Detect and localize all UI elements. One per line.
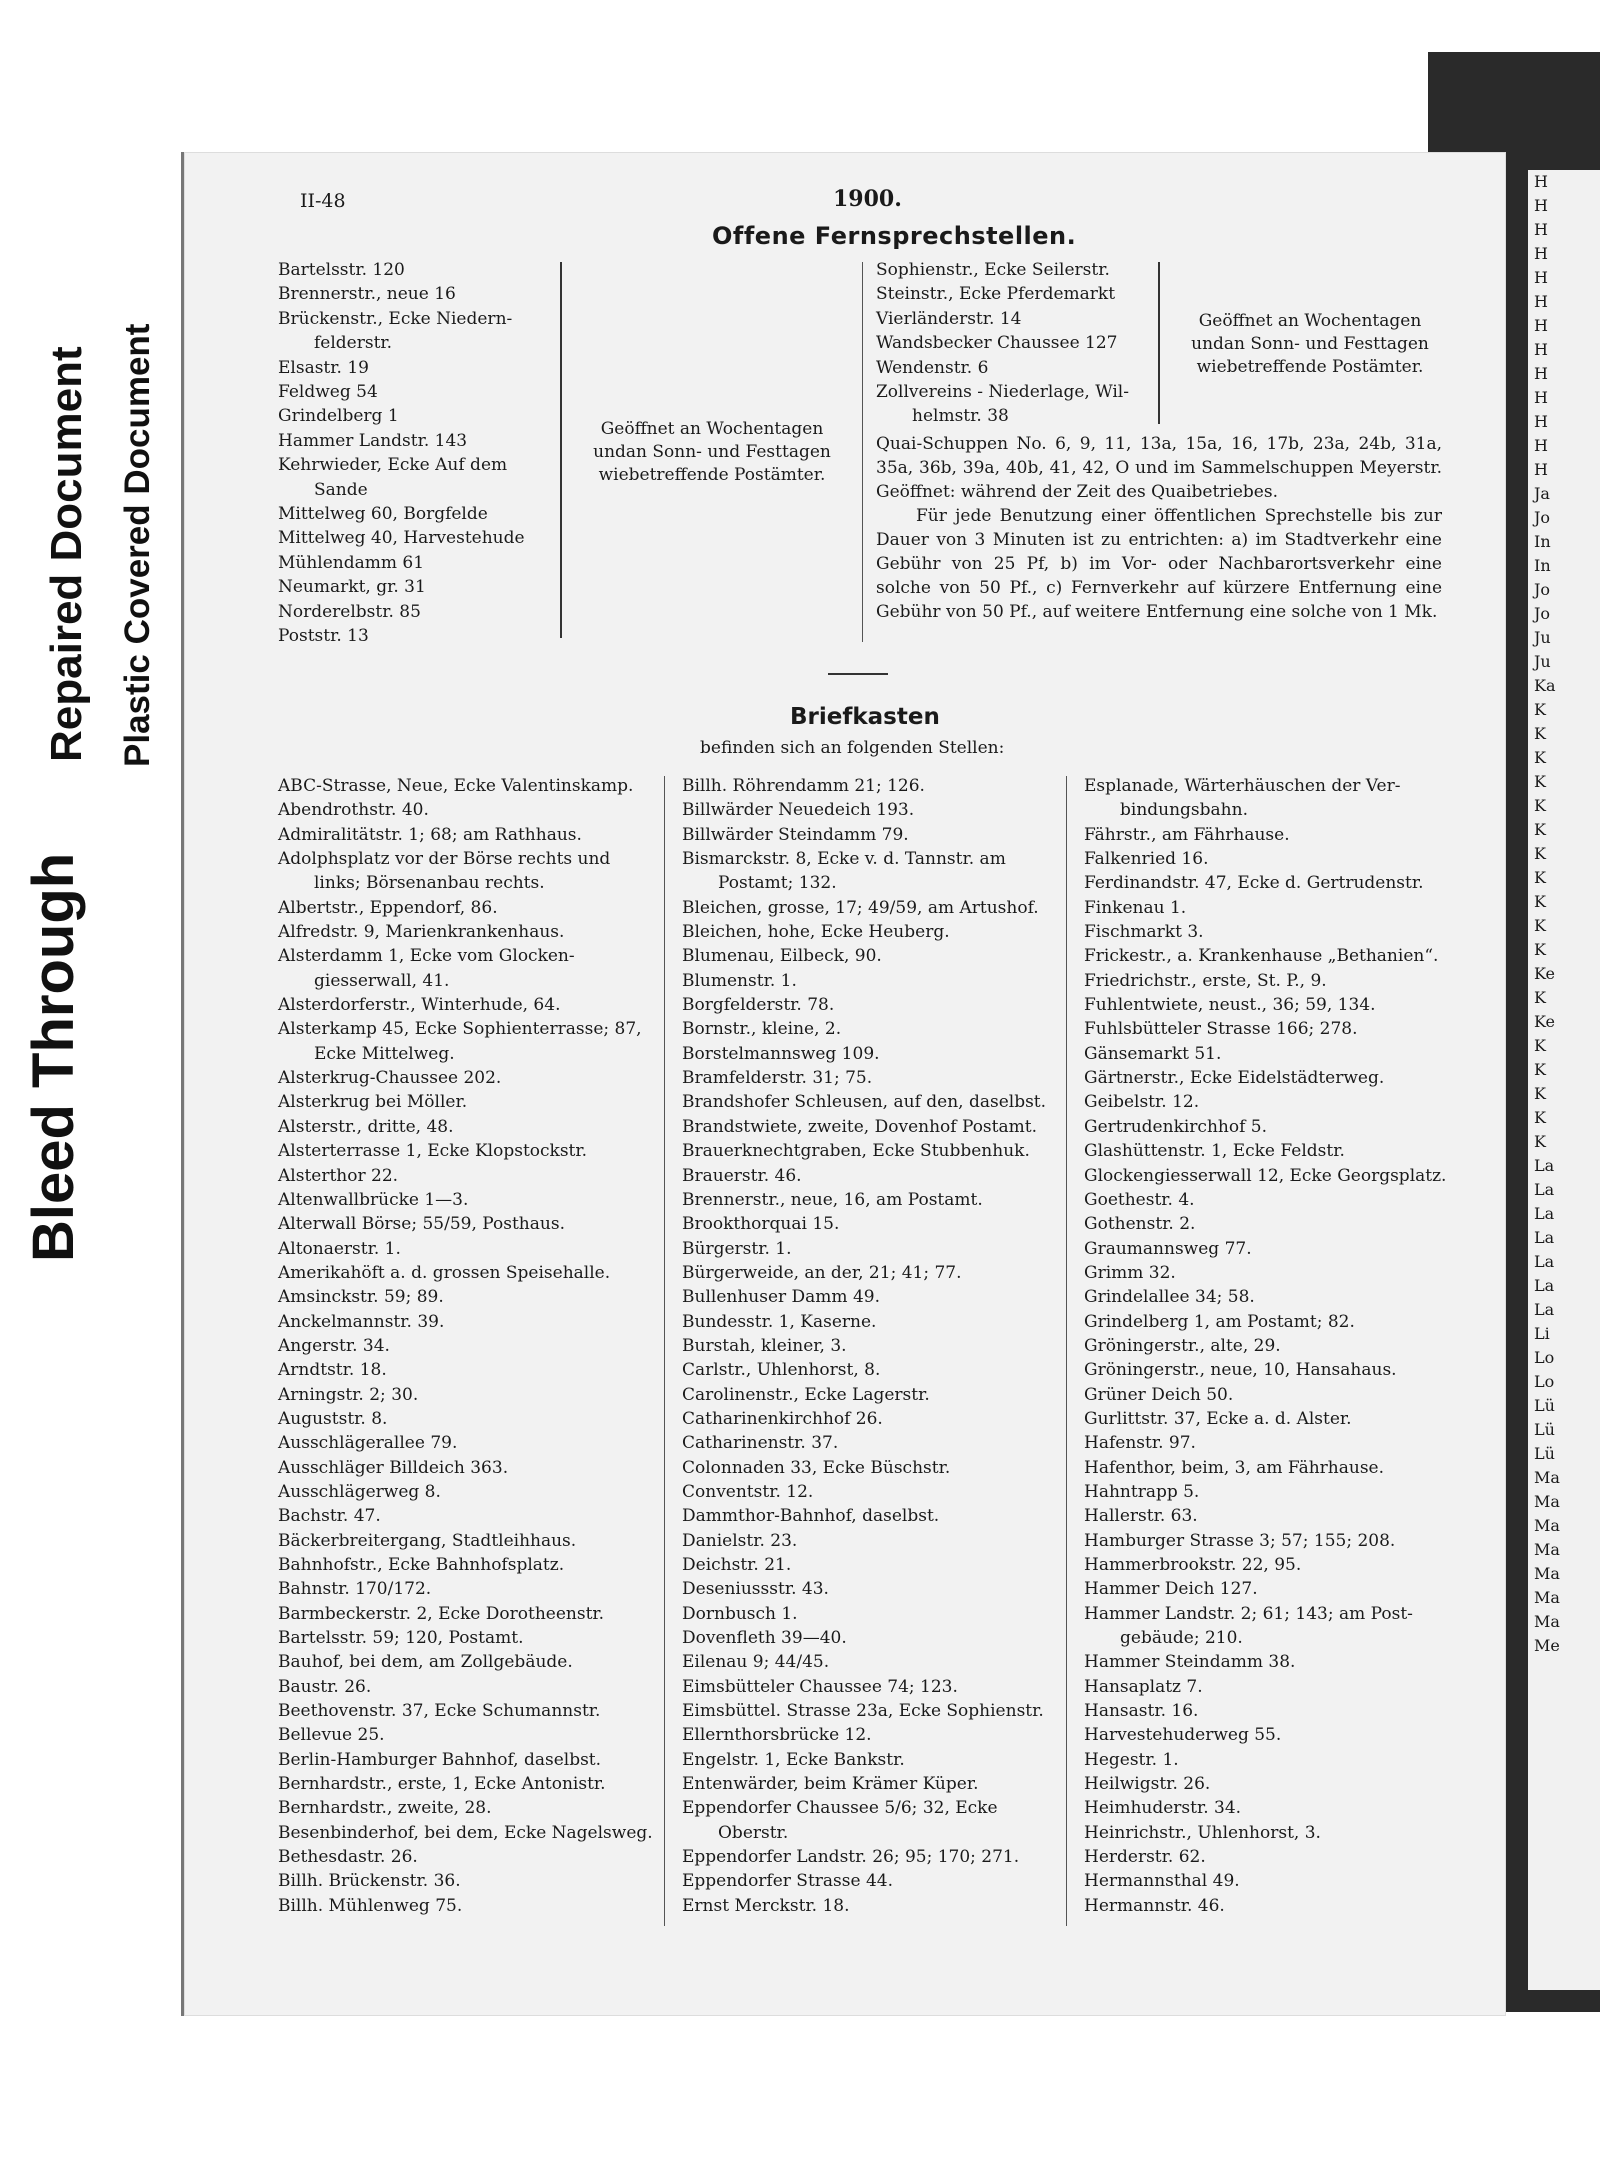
adjacent-page-fragment <box>1528 170 1600 1990</box>
briefkasten-entry: Bornstr., kleine, 2. <box>682 1019 842 1040</box>
fragment-line: K <box>1534 916 1546 935</box>
briefkasten-entry: Postamt; 132. <box>718 873 837 894</box>
briefkasten-entry: Eimsbüttel. Strasse 23a, Ecke Sophienstr. <box>682 1701 1044 1722</box>
briefkasten-entry: Adolphsplatz vor der Börse rechts und <box>278 849 611 870</box>
fernsprech-entry: Wendenstr. 6 <box>876 357 989 378</box>
fragment-line: Ka <box>1534 676 1556 695</box>
briefkasten-entry: Bartelsstr. 59; 120, Postamt. <box>278 1628 524 1649</box>
briefkasten-entry: Colonnaden 33, Ecke Büschstr. <box>682 1457 951 1478</box>
briefkasten-entry: Danielstr. 23. <box>682 1530 798 1551</box>
briefkasten-entry: Deseniussstr. 43. <box>682 1579 829 1600</box>
fernsprech-entry: helmstr. 38 <box>912 406 1009 427</box>
fragment-line: Ma <box>1534 1540 1560 1559</box>
briefkasten-entry: Ausschlägerallee 79. <box>278 1433 458 1454</box>
briefkasten-entry: Eppendorfer Strasse 44. <box>682 1871 893 1892</box>
briefkasten-title: Briefkasten <box>790 704 940 730</box>
page-number: II-48 <box>300 190 346 212</box>
briefkasten-entry: Brauerstr. 46. <box>682 1165 802 1186</box>
fragment-line: K <box>1534 724 1546 743</box>
fragment-line: Ke <box>1534 964 1555 983</box>
briefkasten-entry: Goethestr. 4. <box>1084 1189 1195 1210</box>
briefkasten-entry: Altonaerstr. 1. <box>278 1238 401 1259</box>
briefkasten-entry: Eppendorfer Chaussee 5/6; 32, Ecke <box>682 1798 998 1819</box>
briefkasten-entry: Fuhlentwiete, neust., 36; 59, 134. <box>1084 995 1376 1016</box>
fernsprech-entry: Hammer Landstr. 143 <box>278 430 468 451</box>
briefkasten-entry: Bleichen, hohe, Ecke Heuberg. <box>682 922 950 943</box>
briefkasten-entry: Ferdinandstr. 47, Ecke d. Gertrudenstr. <box>1084 873 1424 894</box>
fragment-line: Ma <box>1534 1564 1560 1583</box>
briefkasten-entry: Hermannstr. 46. <box>1084 1895 1225 1916</box>
briefkasten-entry: Heinrichstr., Uhlenhorst, 3. <box>1084 1822 1321 1843</box>
briefkasten-entry: Friedrichstr., erste, St. P., 9. <box>1084 970 1327 991</box>
briefkasten-entry: Burstah, kleiner, 3. <box>682 1335 847 1356</box>
briefkasten-entry: Gröningerstr., neue, 10, Hansahaus. <box>1084 1360 1397 1381</box>
fragment-line: K <box>1534 940 1546 959</box>
fernsprech-entry: Sophienstr., Ecke Seilerstr. <box>876 260 1110 280</box>
briefkasten-entry: Falkenried 16. <box>1084 849 1209 870</box>
briefkasten-entry: ABC-Strasse, Neue, Ecke Valentinskamp. <box>278 776 634 796</box>
year-heading: 1900. <box>833 186 902 212</box>
briefkasten-entry: Carlstr., Uhlenhorst, 8. <box>682 1360 881 1381</box>
briefkasten-entry: Geibelstr. 12. <box>1084 1092 1200 1113</box>
briefkasten-entry: Herderstr. 62. <box>1084 1847 1206 1868</box>
briefkasten-entry: Engelstr. 1, Ecke Bankstr. <box>682 1749 905 1770</box>
briefkasten-entry: Hermannsthal 49. <box>1084 1871 1240 1892</box>
note-line: an Sonn- und Festtagen wie <box>598 442 831 485</box>
briefkasten-entry: Alsterkamp 45, Ecke Sophienterrasse; 87, <box>278 1019 642 1040</box>
fragment-line: K <box>1534 844 1546 863</box>
fragment-line: K <box>1534 1132 1546 1151</box>
fernsprech-left-list <box>278 258 558 649</box>
briefkasten-entry: Grindelberg 1, am Postamt; 82. <box>1084 1311 1355 1332</box>
briefkasten-entry: Heilwigstr. 26. <box>1084 1774 1211 1795</box>
briefkasten-entry: Catharinenstr. 37. <box>682 1433 839 1454</box>
briefkasten-entry: Carolinenstr., Ecke Lagerstr. <box>682 1384 930 1405</box>
fragment-line: H <box>1534 292 1548 311</box>
briefkasten-entry: Baustr. 26. <box>278 1676 372 1697</box>
briefkasten-entry: Bullenhuser Damm 49. <box>682 1287 880 1308</box>
fragment-line: H <box>1534 340 1548 359</box>
fernsprech-entry: Vierländerstr. 14 <box>876 308 1022 329</box>
briefkasten-entry: Amerikahöft a. d. grossen Speisehalle. <box>278 1262 611 1283</box>
briefkasten-entry: gebäude; 210. <box>1120 1628 1243 1649</box>
brace-left <box>560 262 562 638</box>
fernsprech-entry: Mittelweg 60, Borgfelde <box>278 504 488 525</box>
briefkasten-entry: Catharinenkirchhof 26. <box>682 1408 883 1429</box>
briefkasten-entry: Fährstr., am Fährhause. <box>1084 824 1290 845</box>
briefkasten-entry: Alsterkrug-Chaussee 202. <box>278 1068 502 1089</box>
briefkasten-entry: Hammer Landstr. 2; 61; 143; am Post- <box>1084 1603 1413 1624</box>
briefkasten-entry: Gänsemarkt 51. <box>1084 1043 1222 1064</box>
briefkasten-entry: Billwärder Steindamm 79. <box>682 824 909 845</box>
briefkasten-entry: Ausschlägerweg 8. <box>278 1481 441 1502</box>
fragment-line: Ke <box>1534 1012 1555 1031</box>
briefkasten-entry: Fischmarkt 3. <box>1084 922 1204 943</box>
fragment-line: K <box>1534 1036 1546 1055</box>
fragment-line: K <box>1534 820 1546 839</box>
briefkasten-entry: Hahntrapp 5. <box>1084 1481 1200 1502</box>
fragment-line: Lo <box>1534 1348 1555 1367</box>
fragment-line: H <box>1534 460 1548 479</box>
briefkasten-entry: Bethesdastr. 26. <box>278 1847 418 1868</box>
fragment-line: Jo <box>1534 604 1551 623</box>
briefkasten-entry: Glockengiesserwall 12, Ecke Georgsplatz. <box>1084 1165 1447 1186</box>
fragment-line: La <box>1534 1276 1555 1295</box>
briefkasten-entry: Beethovenstr. 37, Ecke Schumannstr. <box>278 1701 601 1722</box>
fernsprech-entry: Kehrwieder, Ecke Auf dem <box>278 455 508 476</box>
fragment-line: Jo <box>1534 580 1551 599</box>
briefkasten-entry: Bäckerbreitergang, Stadtleihhaus. <box>278 1530 577 1551</box>
briefkasten-entry: Bismarckstr. 8, Ecke v. d. Tannstr. am <box>682 849 1006 870</box>
fragment-line: Ma <box>1534 1468 1560 1487</box>
briefkasten-entry: Hafenthor, beim, 3, am Fährhause. <box>1084 1457 1385 1478</box>
briefkasten-entry: Alsterterrasse 1, Ecke Klopstockstr. <box>278 1141 588 1162</box>
fernsprech-entry: Wandsbecker Chaussee 127 <box>876 333 1118 354</box>
briefkasten-entry: Bürgerstr. 1. <box>682 1238 792 1259</box>
briefkasten-entry: Admiralitätstr. 1; 68; am Rathhaus. <box>278 824 582 845</box>
briefkasten-entry: bindungsbahn. <box>1120 800 1248 821</box>
note-line: Geöffnet an Wochentagen und <box>593 419 824 462</box>
fragment-line: K <box>1534 796 1546 815</box>
fragment-line: Ma <box>1534 1516 1560 1535</box>
fragment-line: Lo <box>1534 1372 1555 1391</box>
briefkasten-entry: Finkenau 1. <box>1084 897 1187 918</box>
briefkasten-entry: Glashüttenstr. 1, Ecke Feldstr. <box>1084 1141 1345 1162</box>
briefkasten-entry: Dammthor-Bahnhof, daselbst. <box>682 1506 940 1527</box>
fragment-line: La <box>1534 1204 1555 1223</box>
briefkasten-entry: Ellernthorsbrücke 12. <box>682 1725 872 1746</box>
fragment-line: La <box>1534 1300 1555 1319</box>
briefkasten-entry: Alterwall Börse; 55/59, Posthaus. <box>278 1214 565 1235</box>
fernsprech-entry: Grindelberg 1 <box>278 406 399 427</box>
briefkasten-entry: Ausschläger Billdeich 363. <box>278 1457 509 1478</box>
briefkasten-entry: Ecke Mittelweg. <box>314 1043 455 1064</box>
note-line: betreffende Postämter. <box>628 465 826 485</box>
fragment-line: K <box>1534 1060 1546 1079</box>
fragment-line: La <box>1534 1252 1555 1271</box>
briefkasten-entry: Gothenstr. 2. <box>1084 1214 1196 1235</box>
briefkasten-entry: Bauhof, bei dem, am Zollgebäude. <box>278 1652 573 1673</box>
fragment-line: In <box>1534 556 1551 575</box>
briefkasten-entry: Bleichen, grosse, 17; 49/59, am Artushof. <box>682 897 1039 918</box>
fragment-line: In <box>1534 532 1551 551</box>
briefkasten-entry: Bellevue 25. <box>278 1725 385 1746</box>
briefkasten-entry: Bürgerweide, an der, 21; 41; 77. <box>682 1262 962 1283</box>
label-bleed-through: Bleed Through <box>21 852 86 1262</box>
briefkasten-entry: Hamburger Strasse 3; 57; 155; 208. <box>1084 1530 1396 1551</box>
briefkasten-entry: Deichstr. 21. <box>682 1555 792 1575</box>
briefkasten-entry: Bachstr. 47. <box>278 1506 381 1527</box>
label-plastic-covered-document: Plastic Covered Document <box>118 323 157 767</box>
briefkasten-entry: Bramfelderstr. 31; 75. <box>682 1068 873 1089</box>
briefkasten-entry: links; Börsenanbau rechts. <box>314 873 545 894</box>
briefkasten-entry: Gröningerstr., alte, 29. <box>1084 1335 1281 1356</box>
briefkasten-entry: Heimhuderstr. 34. <box>1084 1798 1242 1819</box>
fernsprech-entry: Neumarkt, gr. 31 <box>278 577 426 598</box>
fragment-line: K <box>1534 748 1546 767</box>
fragment-line: H <box>1534 196 1548 215</box>
briefkasten-entry: Auguststr. 8. <box>278 1408 388 1429</box>
fragment-line: K <box>1534 772 1546 791</box>
briefkasten-entry: Gurlittstr. 37, Ecke a. d. Alster. <box>1084 1408 1352 1429</box>
briefkasten-entry: giesserwall, 41. <box>314 970 450 991</box>
briefkasten-entry: Blumenau, Eilbeck, 90. <box>682 946 882 967</box>
briefkasten-entry: Angerstr. 34. <box>278 1335 390 1356</box>
fernsprech-entry: Sande <box>314 479 368 500</box>
briefkasten-entry: Eimsbütteler Chaussee 74; 123. <box>682 1676 958 1697</box>
fragment-line: H <box>1534 316 1548 335</box>
briefkasten-entry: Anckelmannstr. 39. <box>278 1311 445 1332</box>
briefkasten-entry: Bahnhofstr., Ecke Bahnhofsplatz. <box>278 1555 565 1575</box>
briefkasten-entry: Grüner Deich 50. <box>1084 1384 1234 1405</box>
briefkasten-entry: Gärtnerstr., Ecke Eidelstädterweg. <box>1084 1068 1385 1089</box>
briefkasten-entry: Ernst Merckstr. 18. <box>682 1895 850 1916</box>
briefkasten-entry: Brennerstr., neue, 16, am Postamt. <box>682 1189 983 1210</box>
briefkasten-entry: Alsterdamm 1, Ecke vom Glocken- <box>278 946 575 967</box>
briefkasten-entry: Billh. Röhrendamm 21; 126. <box>682 776 925 796</box>
quai-schuppen-text <box>876 432 1442 624</box>
fernsprech-entry: Brückenstr., Ecke Niedern- <box>278 308 513 329</box>
fragment-line: K <box>1534 868 1546 887</box>
briefkasten-entry: Entenwärder, beim Krämer Küper. <box>682 1774 979 1795</box>
fragment-line: Ju <box>1534 628 1551 647</box>
briefkasten-entry: Dovenfleth 39—40. <box>682 1628 847 1649</box>
briefkasten-entry: Berlin-Hamburger Bahnhof, daselbst. <box>278 1749 602 1770</box>
briefkasten-entry: Hammerbrookstr. 22, 95. <box>1084 1555 1302 1575</box>
briefkasten-entry: Fuhlsbütteler Strasse 166; 278. <box>1084 1019 1358 1040</box>
fragment-line: La <box>1534 1228 1555 1247</box>
fragment-line: H <box>1534 220 1548 239</box>
fragment-line: K <box>1534 700 1546 719</box>
briefkasten-entry: Besenbinderhof, bei dem, Ecke Nagelsweg. <box>278 1822 653 1843</box>
briefkasten-entry: Hammer Deich 127. <box>1084 1579 1258 1600</box>
fragment-line: Jo <box>1534 508 1551 527</box>
fernsprech-entry: Zollvereins - Niederlage, Wil- <box>876 382 1129 403</box>
fernsprech-left-note <box>572 418 852 487</box>
fragment-line: H <box>1534 268 1548 287</box>
section-title: Offene Fernsprechstellen. <box>712 222 1077 250</box>
fernsprech-entry: Brennerstr., neue 16 <box>278 284 456 305</box>
briefkasten-entry: Alsterdorferstr., Winterhude, 64. <box>278 995 561 1016</box>
briefkasten-entry: Albertstr., Eppendorf, 86. <box>278 897 498 918</box>
fragment-line: Me <box>1534 1636 1560 1655</box>
briefkasten-entry: Oberstr. <box>718 1822 789 1843</box>
briefkasten-entry: Hegestr. 1. <box>1084 1749 1179 1770</box>
briefkasten-entry: Brookthorquai 15. <box>682 1214 840 1235</box>
briefkasten-entry: Bernhardstr., zweite, 28. <box>278 1798 492 1819</box>
briefkasten-entry: Conventstr. 12. <box>682 1481 814 1502</box>
fernsprech-right-note <box>1170 310 1450 379</box>
briefkasten-entry: Frickestr., a. Krankenhause „Bethanien“. <box>1084 946 1439 967</box>
quai-paragraph: Quai-Schuppen No. 6, 9, 11, 13a, 15a, 16, 17b, 23a, 24b, 31a, 35a, 36b, 39a, 40b, 41, 42, O und im Sammelschuppen Meyerstr. Geöffnet: während der Zeit des Quaibetriebes. <box>876 434 1442 502</box>
fernsprech-entry: Poststr. 13 <box>278 626 369 647</box>
briefkasten-entry: Abendrothstr. 40. <box>278 800 429 821</box>
briefkasten-entry: Esplanade, Wärterhäuschen der Ver- <box>1084 776 1401 796</box>
fee-paragraph: Für jede Benutzung einer öffentlichen Sprechstelle bis zur Dauer von 3 Minuten ist zu entrichten: a) im Stadtverkehr eine Gebühr von 25 Pf, b) im Vor- oder Nachbarortsverkehr eine solche von 50 Pf., c) Fernverkehr auf kürzere Entfernung eine Gebühr von 50 Pf., auf weitere Entfernung eine solche von 1 Mk. <box>876 506 1442 622</box>
briefkasten-entry: Alsterstr., dritte, 48. <box>278 1116 454 1137</box>
briefkasten-entry: Brauerknechtgraben, Ecke Stubbenhuk. <box>682 1141 1030 1162</box>
column-divider <box>664 776 665 1926</box>
briefkasten-entry: Billh. Brückenstr. 36. <box>278 1871 461 1892</box>
briefkasten-entry: Hansastr. 16. <box>1084 1701 1199 1722</box>
briefkasten-entry: Alsterkrug bei Möller. <box>278 1092 468 1113</box>
fragment-line: K <box>1534 892 1546 911</box>
briefkasten-entry: Hansaplatz 7. <box>1084 1676 1203 1697</box>
briefkasten-entry: Alsterthor 22. <box>278 1165 399 1186</box>
briefkasten-entry: Harvestehuderweg 55. <box>1084 1725 1282 1746</box>
fernsprech-entry: Elsastr. 19 <box>278 357 369 378</box>
briefkasten-entry: Eppendorfer Landstr. 26; 95; 170; 271. <box>682 1847 1020 1868</box>
note-line: Geöffnet an Wochentagen und <box>1191 311 1422 354</box>
briefkasten-entry: Billwärder Neuedeich 193. <box>682 800 915 821</box>
briefkasten-entry: Arningstr. 2; 30. <box>278 1384 419 1405</box>
briefkasten-entry: Bernhardstr., erste, 1, Ecke Antonistr. <box>278 1774 606 1795</box>
separator-line <box>828 673 888 675</box>
briefkasten-entry: Amsinckstr. 59; 89. <box>278 1287 444 1308</box>
briefkasten-entry: Grindelallee 34; 58. <box>1084 1287 1255 1308</box>
fragment-line: Ju <box>1534 652 1551 671</box>
fragment-line: Ja <box>1534 484 1550 503</box>
fragment-line: H <box>1534 388 1548 407</box>
briefkasten-entry: Brandshofer Schleusen, auf den, daselbst. <box>682 1092 1047 1113</box>
briefkasten-entry: Alfredstr. 9, Marienkrankenhaus. <box>278 922 565 943</box>
briefkasten-entry: Borstelmannsweg 109. <box>682 1043 880 1064</box>
briefkasten-column-2 <box>682 774 1067 1918</box>
briefkasten-entry: Blumenstr. 1. <box>682 970 797 991</box>
fernsprech-right-list <box>876 258 1166 429</box>
fernsprech-entry: Steinstr., Ecke Pferdemarkt <box>876 284 1116 305</box>
briefkasten-column-3 <box>1084 774 1447 1918</box>
fernsprech-entry: Feldweg 54 <box>278 382 378 403</box>
brace-right <box>1158 262 1160 424</box>
briefkasten-entry: Billh. Mühlenweg 75. <box>278 1895 463 1916</box>
note-line: an Sonn- und Festtagen wie <box>1196 334 1429 377</box>
label-repaired-document: Repaired Document <box>42 346 91 762</box>
fernsprech-entry: felderstr. <box>314 333 393 354</box>
briefkasten-entry: Altenwallbrücke 1—3. <box>278 1189 469 1210</box>
fernsprech-entry: Bartelsstr. 120 <box>278 260 405 280</box>
column-divider <box>1066 776 1067 1926</box>
fragment-line: Ma <box>1534 1492 1560 1511</box>
fernsprech-entry: Mittelweg 40, Harvestehude <box>278 528 525 549</box>
briefkasten-entry: Hammer Steindamm 38. <box>1084 1652 1296 1673</box>
briefkasten-entry: Barmbeckerstr. 2, Ecke Dorotheenstr. <box>278 1603 605 1624</box>
briefkasten-entry: Eilenau 9; 44/45. <box>682 1652 830 1673</box>
fragment-line: La <box>1534 1180 1555 1199</box>
fragment-line: Ma <box>1534 1612 1560 1631</box>
fernsprech-entry: Mühlendamm 61 <box>278 552 425 573</box>
briefkasten-column-1 <box>278 774 663 1918</box>
fernsprech-entry: Norderelbstr. 85 <box>278 601 421 622</box>
fragment-line: H <box>1534 244 1548 263</box>
briefkasten-entry: Gertrudenkirchhof 5. <box>1084 1116 1267 1137</box>
briefkasten-entry: Dornbusch 1. <box>682 1603 798 1624</box>
fragment-line: La <box>1534 1156 1555 1175</box>
fragment-line: H <box>1534 412 1548 431</box>
briefkasten-entry: Hallerstr. 63. <box>1084 1506 1198 1527</box>
fragment-line: Ma <box>1534 1588 1560 1607</box>
briefkasten-subtitle: befinden sich an folgenden Stellen: <box>700 738 1005 758</box>
fragment-line: K <box>1534 1084 1546 1103</box>
fragment-line: H <box>1534 436 1548 455</box>
briefkasten-entry: Borgfelderstr. 78. <box>682 995 835 1016</box>
briefkasten-entry: Bundesstr. 1, Kaserne. <box>682 1311 877 1332</box>
fragment-line: Lü <box>1534 1396 1555 1415</box>
column-divider <box>862 262 863 642</box>
briefkasten-entry: Grimm 32. <box>1084 1262 1176 1283</box>
fragment-line: K <box>1534 1108 1546 1127</box>
briefkasten-entry: Bahnstr. 170/172. <box>278 1579 432 1600</box>
briefkasten-entry: Hafenstr. 97. <box>1084 1433 1196 1454</box>
fragment-line: Lü <box>1534 1444 1555 1463</box>
fragment-line: Lü <box>1534 1420 1555 1439</box>
briefkasten-entry: Graumannsweg 77. <box>1084 1238 1252 1259</box>
briefkasten-entry: Arndtstr. 18. <box>278 1360 387 1381</box>
fragment-line: K <box>1534 988 1546 1007</box>
fragment-line: H <box>1534 364 1548 383</box>
fragment-line: H <box>1534 172 1548 191</box>
briefkasten-entry: Brandstwiete, zweite, Dovenhof Postamt. <box>682 1116 1037 1137</box>
note-line: betreffende Postämter. <box>1226 357 1424 377</box>
fragment-line: Li <box>1534 1324 1550 1343</box>
